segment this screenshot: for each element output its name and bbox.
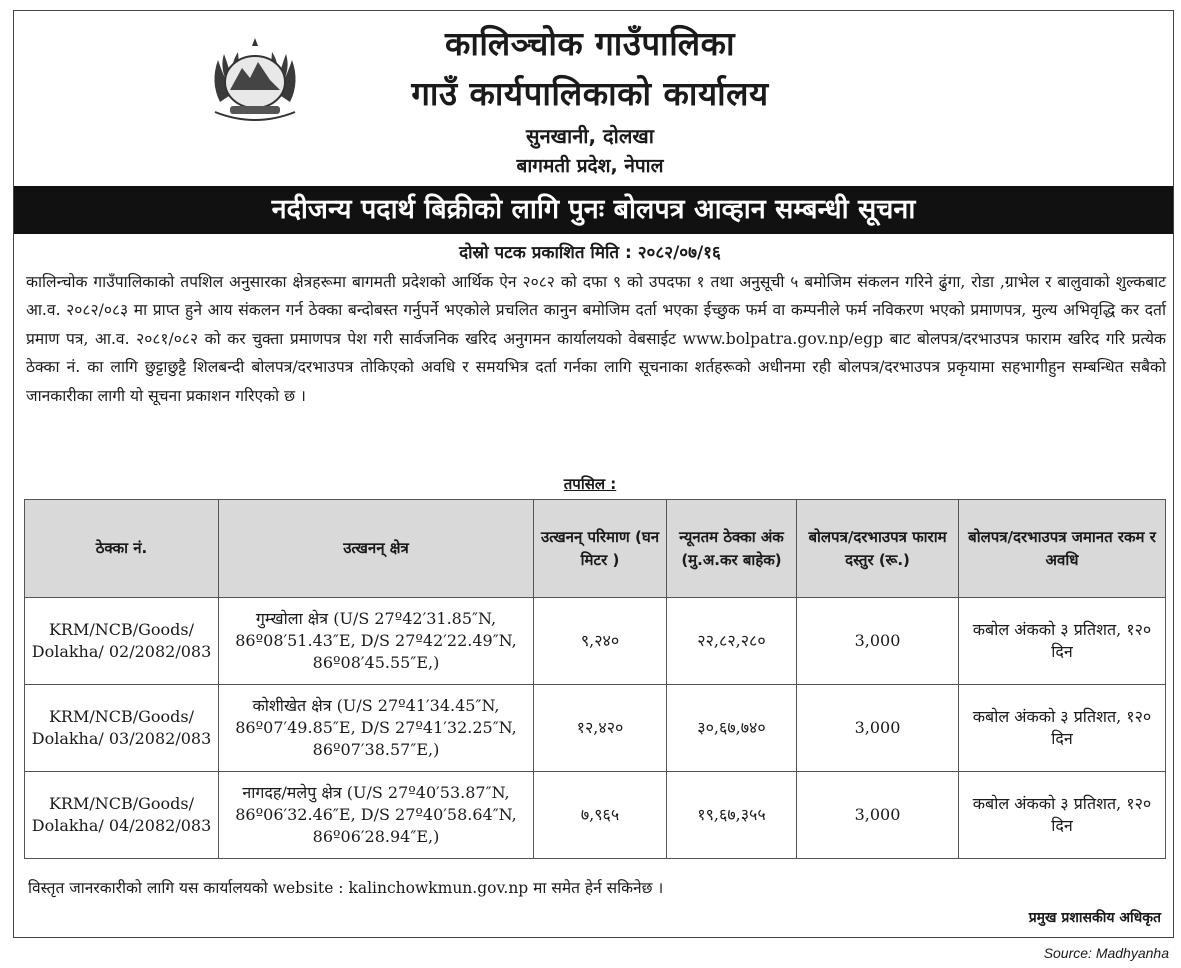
- footer-note: विस्तृत जानरकारीको लागि यस कार्यालयको website : kalinchowkmun.gov.np मा समेत हेर्न सकिनेछ ।: [28, 879, 664, 897]
- source-credit: Source: Madhyanha: [1043, 945, 1169, 961]
- cell-area: नागदह/मलेपु क्षेत्र (U/S 27º40′53.87″N, 86º06′32.46″E, D/S 27º40′58.64″N, 86º06′28.94″E,): [219, 772, 534, 859]
- office-name: गाउँ कार्यपालिकाको कार्यालय: [411, 74, 769, 113]
- cell-min-amount: २२,८२,२८०: [667, 598, 797, 685]
- table-row: [25, 772, 1166, 859]
- cell-quantity: ९,२४०: [534, 598, 667, 685]
- table-row: [25, 685, 1166, 772]
- cell-area: गुम्खोला क्षेत्र (U/S 27º42′31.85″N, 86º08′51.43″E, D/S 27º42′22.49″N, 86º08′45.55″E,): [219, 598, 534, 685]
- table-caption: तपसिल :: [563, 475, 617, 493]
- signature: प्रमुख प्रशासकीय अधिकृत: [1028, 910, 1161, 926]
- header-form-fee: बोलपत्र/दरभाउपत्र फाराम दस्तुर (रू.): [797, 500, 959, 598]
- cell-contract-no: KRM/NCB/Goods/ Dolakha/ 03/2082/083: [25, 685, 219, 772]
- cell-security: कबोल अंकको ३ प्रतिशत, १२० दिन: [959, 598, 1166, 685]
- table-header-row: [25, 500, 1166, 598]
- header-area: उत्खनन् क्षेत्र: [219, 500, 534, 598]
- nepal-emblem-logo: [200, 32, 310, 127]
- contracts-table: [24, 499, 1166, 859]
- cell-quantity: ७,९६५: [534, 772, 667, 859]
- cell-form-fee: 3,000: [797, 772, 959, 859]
- cell-form-fee: 3,000: [797, 598, 959, 685]
- notice-title-banner: नदीजन्य पदार्थ बिक्रीको लागि पुनः बोलपत्र आव्हान सम्बन्धी सूचना: [14, 186, 1173, 234]
- notice-body: कालिन्चोक गाउँपालिकाको तपशिल अनुसारका क्षेत्रहरूमा बागमती प्रदेशको आर्थिक ऐन २०८२ को दफा ९ को उपदफा १ तथा अनुसूची ५ बमोजिम संकलन गरिने ढुंगा, रोडा ,ग्राभेल र बालुवाको शुल्कबाट आ.व. २०८२/०८३ मा प्राप्त हुने आय संकलन गर्न ठेक्का बन्दोबस्त गर्नुपर्ने भएकोले प्रचलित कानुन बमोजिम दर्ता भएका ईच्छुक फर्म वा कम्पनीले फर्म नविकरण भएको प्रमाणपत्र, मुल्य अभिवृद्धि कर दर्ता प्रमाण पत्र, आ.व. २०८१/०८२ को कर चुक्ता प्रमाणपत्र पेश गरी सार्वजनिक खरिद अनुगमन कार्यालयको वेबसाईट www.bolpatra.gov.np/egp बाट बोलपत्र/दरभाउपत्र फाराम खरिद गरि प्रत्येक ठेक्का नं. का लागि छुट्टाछुट्टै शिलबन्दी बोलपत्र/दरभाउपत्र तोकिएको अवधि र समयभित्र दर्ता गर्नका लागि सूचनाका शर्तहरूको अधीनमा रही बोलपत्र/दरभाउपत्र प्रकृयामा सहभागीहुन सम्बन्धित सबैको जानकारीका लागी यो सूचना प्रकाशन गरिएको छ ।: [26, 273, 1166, 405]
- cell-min-amount: १९,६७,३५५: [667, 772, 797, 859]
- cell-contract-no: KRM/NCB/Goods/ Dolakha/ 02/2082/083: [25, 598, 219, 685]
- cell-form-fee: 3,000: [797, 685, 959, 772]
- cell-security: कबोल अंकको ३ प्रतिशत, १२० दिन: [959, 772, 1166, 859]
- address-line: सुनखानी, दोलखा: [526, 124, 654, 148]
- cell-contract-no: KRM/NCB/Goods/ Dolakha/ 04/2082/083: [25, 772, 219, 859]
- province-line: बागमती प्रदेश, नेपाल: [516, 155, 664, 177]
- cell-area: कोशीखेत क्षेत्र (U/S 27º41′34.45″N, 86º07′49.85″E, D/S 27º41′32.25″N, 86º07′38.57″E,): [219, 685, 534, 772]
- table-row: [25, 598, 1166, 685]
- header-quantity: उत्खनन् परिमाण (घन मिटर ): [534, 500, 667, 598]
- cell-min-amount: ३०,६७,७४०: [667, 685, 797, 772]
- published-date: दोस्रो पटक प्रकाशित मिति : २०८२/०७/१६: [459, 243, 721, 263]
- org-name: कालिञ्चोक गाउँपालिका: [444, 24, 736, 63]
- cell-security: कबोल अंकको ३ प्रतिशत, १२० दिन: [959, 685, 1166, 772]
- header-contract-no: ठेक्का नं.: [25, 500, 219, 598]
- header-min-amount: न्यूनतम ठेक्का अंक (मु.अ.कर बाहेक): [667, 500, 797, 598]
- header-security: बोलपत्र/दरभाउपत्र जमानत रकम र अवधि: [959, 500, 1166, 598]
- cell-quantity: १२,४२०: [534, 685, 667, 772]
